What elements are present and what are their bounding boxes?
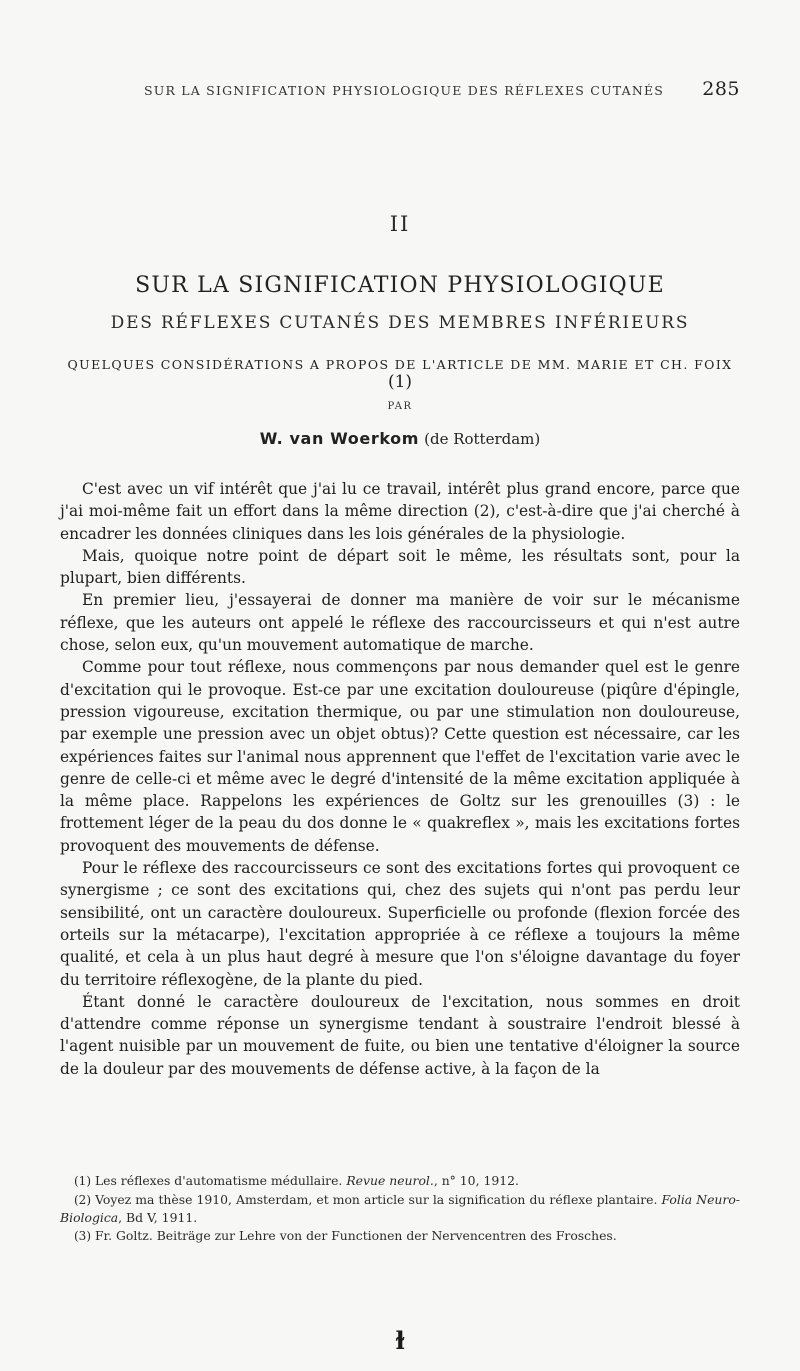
article-number: II xyxy=(389,212,411,236)
footnote-ref: , n° 10, 1912. xyxy=(433,1173,519,1188)
footnote xyxy=(60,1191,740,1227)
subtitle-footnote-ref: (1) xyxy=(387,372,413,392)
footnote xyxy=(60,1172,740,1191)
footnote-text: Fr. Goltz. Beiträge zur Lehre von der Functionen der Nervencentren des Frosches. xyxy=(94,1227,617,1243)
footnote-mark: (2) xyxy=(74,1192,91,1207)
footnote-mark: (3) xyxy=(74,1228,91,1243)
page-number: 285 xyxy=(702,78,740,100)
article-title-line-1: SUR LA SIGNIFICATION PHYSIOLOGIQUE xyxy=(135,273,665,298)
footnote-text: Les réflexes d'automatisme médullaire. xyxy=(94,1173,343,1188)
running-header xyxy=(60,80,740,104)
by-label: PAR xyxy=(387,401,413,412)
footnotes xyxy=(60,1172,740,1245)
article-subtitle xyxy=(60,357,740,392)
footnote-source: Folia Neuro-Biologica xyxy=(60,1191,740,1226)
footnote-source: Revue neurol. xyxy=(346,1173,434,1188)
paragraph: Comme pour tout réflexe, nous commençons par nous demander quel est le genre d'excitation qui le provoque. Est-ce par une excitation douloureuse (piqûre d'épingle, pression vigoureuse, excitation thermique, ou par une stimulation non douloureuse, par exemple une pression avec un objet obtus)? Cette question est nécessaire, car les expériences faites sur l'animal nous apprennent que l'effet de l'excitation varie avec le genre de celle-ci et même avec le degré d'intensité de la même excitation appliquée à la même place. Rappelons les expériences de Goltz sur les grenouilles (3) : le frottement léger de la peau du dos donne le « quakreflex », mais les excitations fortes provoquent des mouvements de défense. xyxy=(60,658,740,855)
article-title-line-2: DES RÉFLEXES CUTANÉS DES MEMBRES INFÉRIEURS xyxy=(110,313,690,333)
running-title: SUR LA SIGNIFICATION PHYSIOLOGIQUE DES RÉFLEXES CUTANÉS xyxy=(144,83,665,98)
footnote-mark: (1) xyxy=(74,1174,91,1188)
footnote-ref: , Bd V, 1911. xyxy=(118,1210,198,1226)
paragraph: Étant donné le caractère douloureux de l'excitation, nous sommes en droit d'attendre comme réponse un synergisme tendant à soustraire l'endroit blessé à l'agent nuisible par un mouvement de fuite, ou bien une tentative d'éloigner la source de la douleur par des mouvements de défense active, à la façon de la xyxy=(60,992,740,1078)
author-affiliation: (de Rotterdam) xyxy=(424,430,541,448)
author-line xyxy=(60,429,740,448)
signature-mark: ɫ xyxy=(395,1326,405,1355)
paragraph: Mais, quoique notre point de départ soit le même, les résultats sont, pour la plupart, bien différents. xyxy=(60,546,740,588)
subtitle-text: QUELQUES CONSIDÉRATIONS A PROPOS DE L'ARTICLE DE MM. MARIE ET CH. FOIX xyxy=(67,357,733,372)
footnote-text: Voyez ma thèse 1910, Amsterdam, et mon article sur la signification du réflexe plantaire. xyxy=(95,1191,658,1207)
paragraph: Pour le réflexe des raccourcisseurs ce sont des excitations fortes qui provoquent ce synergisme ; ce sont des excitations qui, chez des sujets qui n'ont pas perdu leur sensibilité, ont un caractère douloureux. Superficielle ou profonde (flexion forcée des orteils sur la métacarpe), l'excitation appropriée à ce réflexe a toujours la même qualité, et cela à un plus haut degré à mesure que l'on s'éloigne davantage du foyer du territoire réflexogène, de la plante du pied. xyxy=(60,859,740,989)
footnote xyxy=(60,1227,740,1246)
paragraph: C'est avec un vif intérêt que j'ai lu ce travail, intérêt plus grand encore, parce que j'ai moi-même fait un effort dans la même direction (2), c'est-à-dire que j'ai cherché à encadrer les données cliniques dans les lois générales de la physiologie. xyxy=(60,480,740,543)
paragraph: En premier lieu, j'essayerai de donner ma manière de voir sur le mécanisme réflexe, que les auteurs ont appelé le réflexe des raccourcisseurs et qui n'est autre chose, selon eux, qu'un mouvement automatique de marche. xyxy=(60,591,740,655)
author-name: W. van Woerkom xyxy=(259,429,420,448)
body-text xyxy=(60,478,740,1080)
